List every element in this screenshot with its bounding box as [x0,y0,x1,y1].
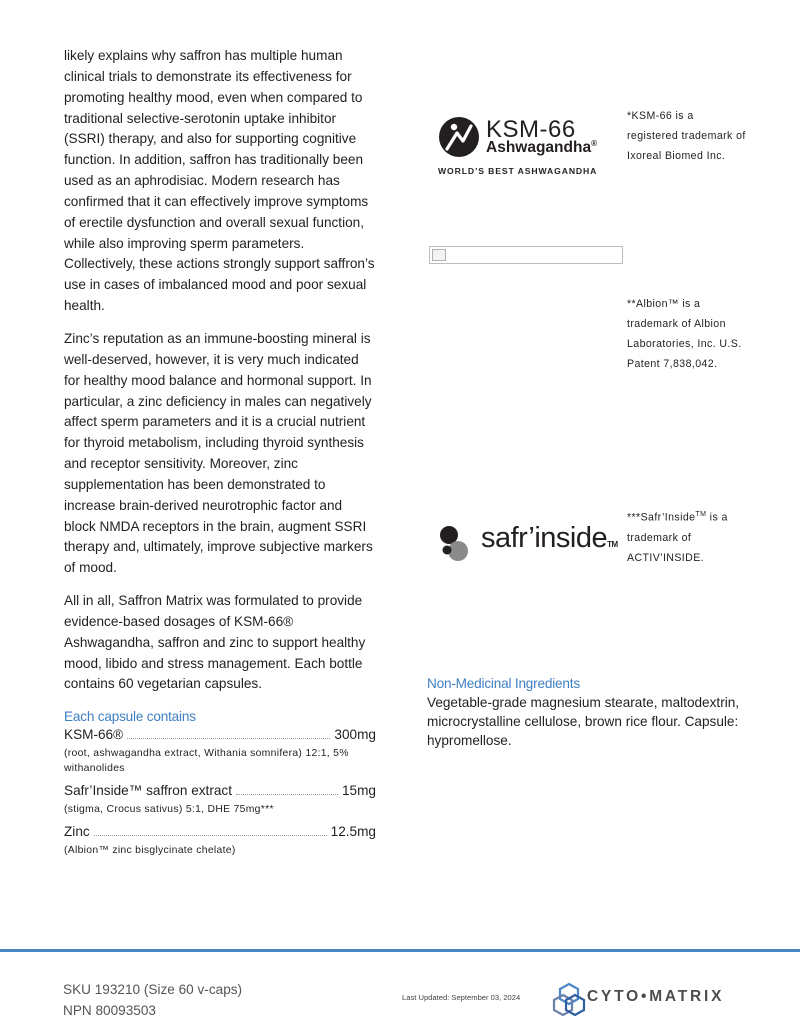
main-text-column [64,46,376,864]
cytomatrix-wordmark: CYTO•MATRIX [587,988,725,1005]
safrinside-wordmark [481,522,618,555]
body-paragraph-3: All in all, Saffron Matrix was formulated to provide evidence-based dosages of KSM-66® Ashwagandha, saffron and zinc to support healthy mood, libido and stress management. Each bottle contains 60 vegetarian capsules. [64,593,366,692]
non-medicinal-text: Vegetable-grade magnesium stearate, maltodextrin, microcrystalline cellulose, brown rice flour. Capsule: hypromellose. [427,695,740,749]
capsule-contents-heading: Each capsule contains [64,709,196,725]
albion-trademark-note: **Albion™ is a trademark of Albion Laboratories, Inc. U.S. Patent 7,838,042. [627,298,742,370]
ingredient-name: Safr’Inside™ saffron extract [64,783,232,799]
product-codes [63,980,242,1021]
dot-leader [127,738,330,739]
non-medicinal-heading: Non-Medicinal Ingredients [427,676,580,691]
safrinside-wordmark-text: safr’inside [481,522,608,554]
sku-text: SKU 193210 (Size 60 v-caps) [63,982,243,997]
albion-logo-placeholder [429,246,623,264]
ingredient-note: (stigma, Crocus sativus) 5:1, DHE 75mg*** [64,804,274,816]
safrinside-emblem-icon [437,524,473,564]
cytomatrix-logo [552,982,742,1016]
hexagon-cluster-icon [552,982,586,1016]
ksm66-reg-mark: ® [591,139,597,148]
ingredient-name: KSM-66® [64,727,124,743]
ksm66-tagline: WORLD’S BEST ASHWAGANDHA [438,166,598,176]
ingredient-note: (root, ashwagandha extract, Withania somnifera) 12:1, 5% withanolides [64,748,349,775]
safrinside-note-sup: TM [695,511,707,518]
ingredient-list [64,726,376,858]
ingredient-row-ksm66 [64,726,376,744]
npn-text: NPN 80093503 [63,1002,156,1018]
ingredient-amount: 12.5mg [330,824,376,840]
dot-leader [94,835,327,836]
body-paragraph-1: likely explains why saffron has multiple human clinical trials to demonstrate its effectiveness for promoting healthy mood, even when compared to traditional selective-serotonin uptake inhibitor (SSRI) therapy, and also for supporting cognitive function. In addition, saffron has traditionally been used as an aphrodisiac. Modern research has confirmed that it can effectively improve symptoms of erectile dysfunction and overall sexual function, while also improving sperm parameters. Collectively, these actions strongly support saffron’s use in cases of imbalanced mood and poor sexual health. [64,48,375,314]
ksm66-ashwagandha-label: Ashwagandha [486,139,592,157]
safrinside-note-rest: is a trademark of ACTIV’INSIDE. [627,511,728,564]
ingredient-amount: 15mg [341,783,376,799]
ingredient-name: Zinc [64,824,90,840]
last-updated-text: Last Updated: September 03, 2024 [402,993,521,1002]
non-medicinal-section [427,676,747,751]
ksm66-wordmark: KSM-66 [486,116,576,143]
body-paragraph-2: Zinc’s reputation as an immune-boosting mineral is well-deserved, however, it is very much indicated for healthy mood balance and hormonal support. In particular, a zinc deficiency in males can negatively affect sperm parameters and it is a crucial nutrient for thyroid metabolism, including thyroid synthesis and receptor sensitivity. Moreover, zinc supplementation has been demonstrated to increase brain-derived neurotrophic factor and block NMDA receptors in the brain, augment SSRI therapy and, ultimately, improve subjective markers of mood. [64,330,373,576]
ksm66-trademark-note: *KSM-66 is a registered trademark of Ixoreal Biomed Inc. [627,110,746,162]
ingredient-amount: 300mg [334,727,376,743]
ingredient-row-saffron [64,782,376,800]
safrinside-tm: TM [607,540,618,549]
ingredient-row-zinc [64,823,376,841]
ksm66-logo [438,112,618,182]
broken-image-icon [432,249,446,261]
safrinside-trademark-note [627,505,747,568]
ksm66-emblem-icon [438,116,480,158]
dot-leader [236,794,338,795]
safrinside-note-text: ***Safr’Inside [627,511,696,524]
ksm66-ashwagandha-text [486,139,597,157]
safrinside-logo [437,520,617,564]
ingredient-note: (Albion™ zinc bisglycinate chelate) [64,845,236,857]
footer-divider [0,949,800,952]
